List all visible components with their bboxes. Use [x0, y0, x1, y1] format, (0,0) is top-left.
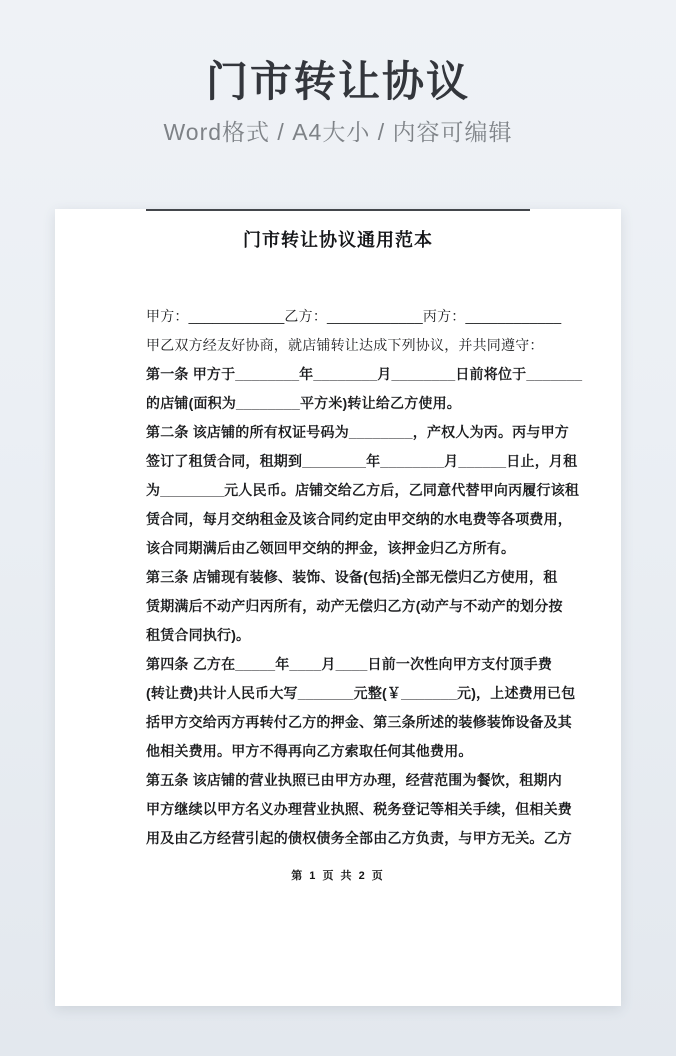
doc-line: 赁合同，每月交纳租金及该合同约定由甲交纳的水电费等各项费用，: [146, 511, 572, 527]
doc-line: (转让费)共计人民币大写_______元整(￥_______元)，上述费用已包: [146, 685, 576, 701]
page-number: 第 1 页 共 2 页: [291, 870, 385, 882]
doc-line: 甲乙双方经友好协商，就店铺转让达成下列协议，并共同遵守：: [146, 337, 544, 353]
banner-title: 门市转让协议: [205, 58, 470, 105]
doc-line: 甲方：____________乙方：____________丙方：____________: [146, 308, 562, 324]
doc-line: 第三条 店铺现有装修、装饰、设备(包括)全部无偿归乙方使用，租: [146, 569, 558, 585]
banner-subtitle: Word格式 / A4大小 / 内容可编辑: [163, 119, 513, 145]
document-sheet: [55, 209, 621, 1006]
doc-line: 的店铺(面积为________平方米)转让给乙方使用。: [146, 395, 462, 411]
doc-line: 租赁合同执行)。: [146, 627, 251, 643]
doc-line: 第五条 该店铺的营业执照已由甲方办理，经营范围为餐饮，租期内: [146, 772, 562, 788]
doc-line: 第一条 甲方于________年________月________日前将位于_______: [146, 366, 583, 382]
doc-line: 甲方继续以甲方名义办理营业执照、税务登记等相关手续，但相关费: [146, 801, 572, 817]
doc-line: 为________元人民币。店铺交给乙方后，乙同意代替甲向丙履行该租: [146, 482, 580, 498]
doc-line: 括甲方交给丙方再转付乙方的押金、第三条所述的装修装饰设备及其: [146, 714, 572, 730]
document-body: [146, 302, 583, 853]
divider-line: [146, 209, 530, 211]
doc-line: 用及由乙方经营引起的债权债务全部由乙方负责，与甲方无关。乙方: [146, 830, 572, 846]
doc-line: 第二条 该店铺的所有权证号码为________，产权人为丙。丙与甲方: [146, 424, 569, 440]
document-title: 门市转让协议通用范本: [243, 230, 433, 250]
banner: [0, 0, 676, 147]
doc-line: 第四条 乙方在_____年____月____日前一次性向甲方支付顶手费: [146, 656, 553, 672]
doc-line: 他相关费用。甲方不得再向乙方索取任何其他费用。: [146, 743, 473, 759]
doc-line: 该合同期满后由乙领回甲交纳的押金，该押金归乙方所有。: [146, 540, 516, 556]
doc-line: 签订了租赁合同，租期到________年________月______日止，月租: [146, 453, 578, 469]
doc-line: 赁期满后不动产归丙所有，动产无偿归乙方(动产与不动产的划分按: [146, 598, 563, 614]
